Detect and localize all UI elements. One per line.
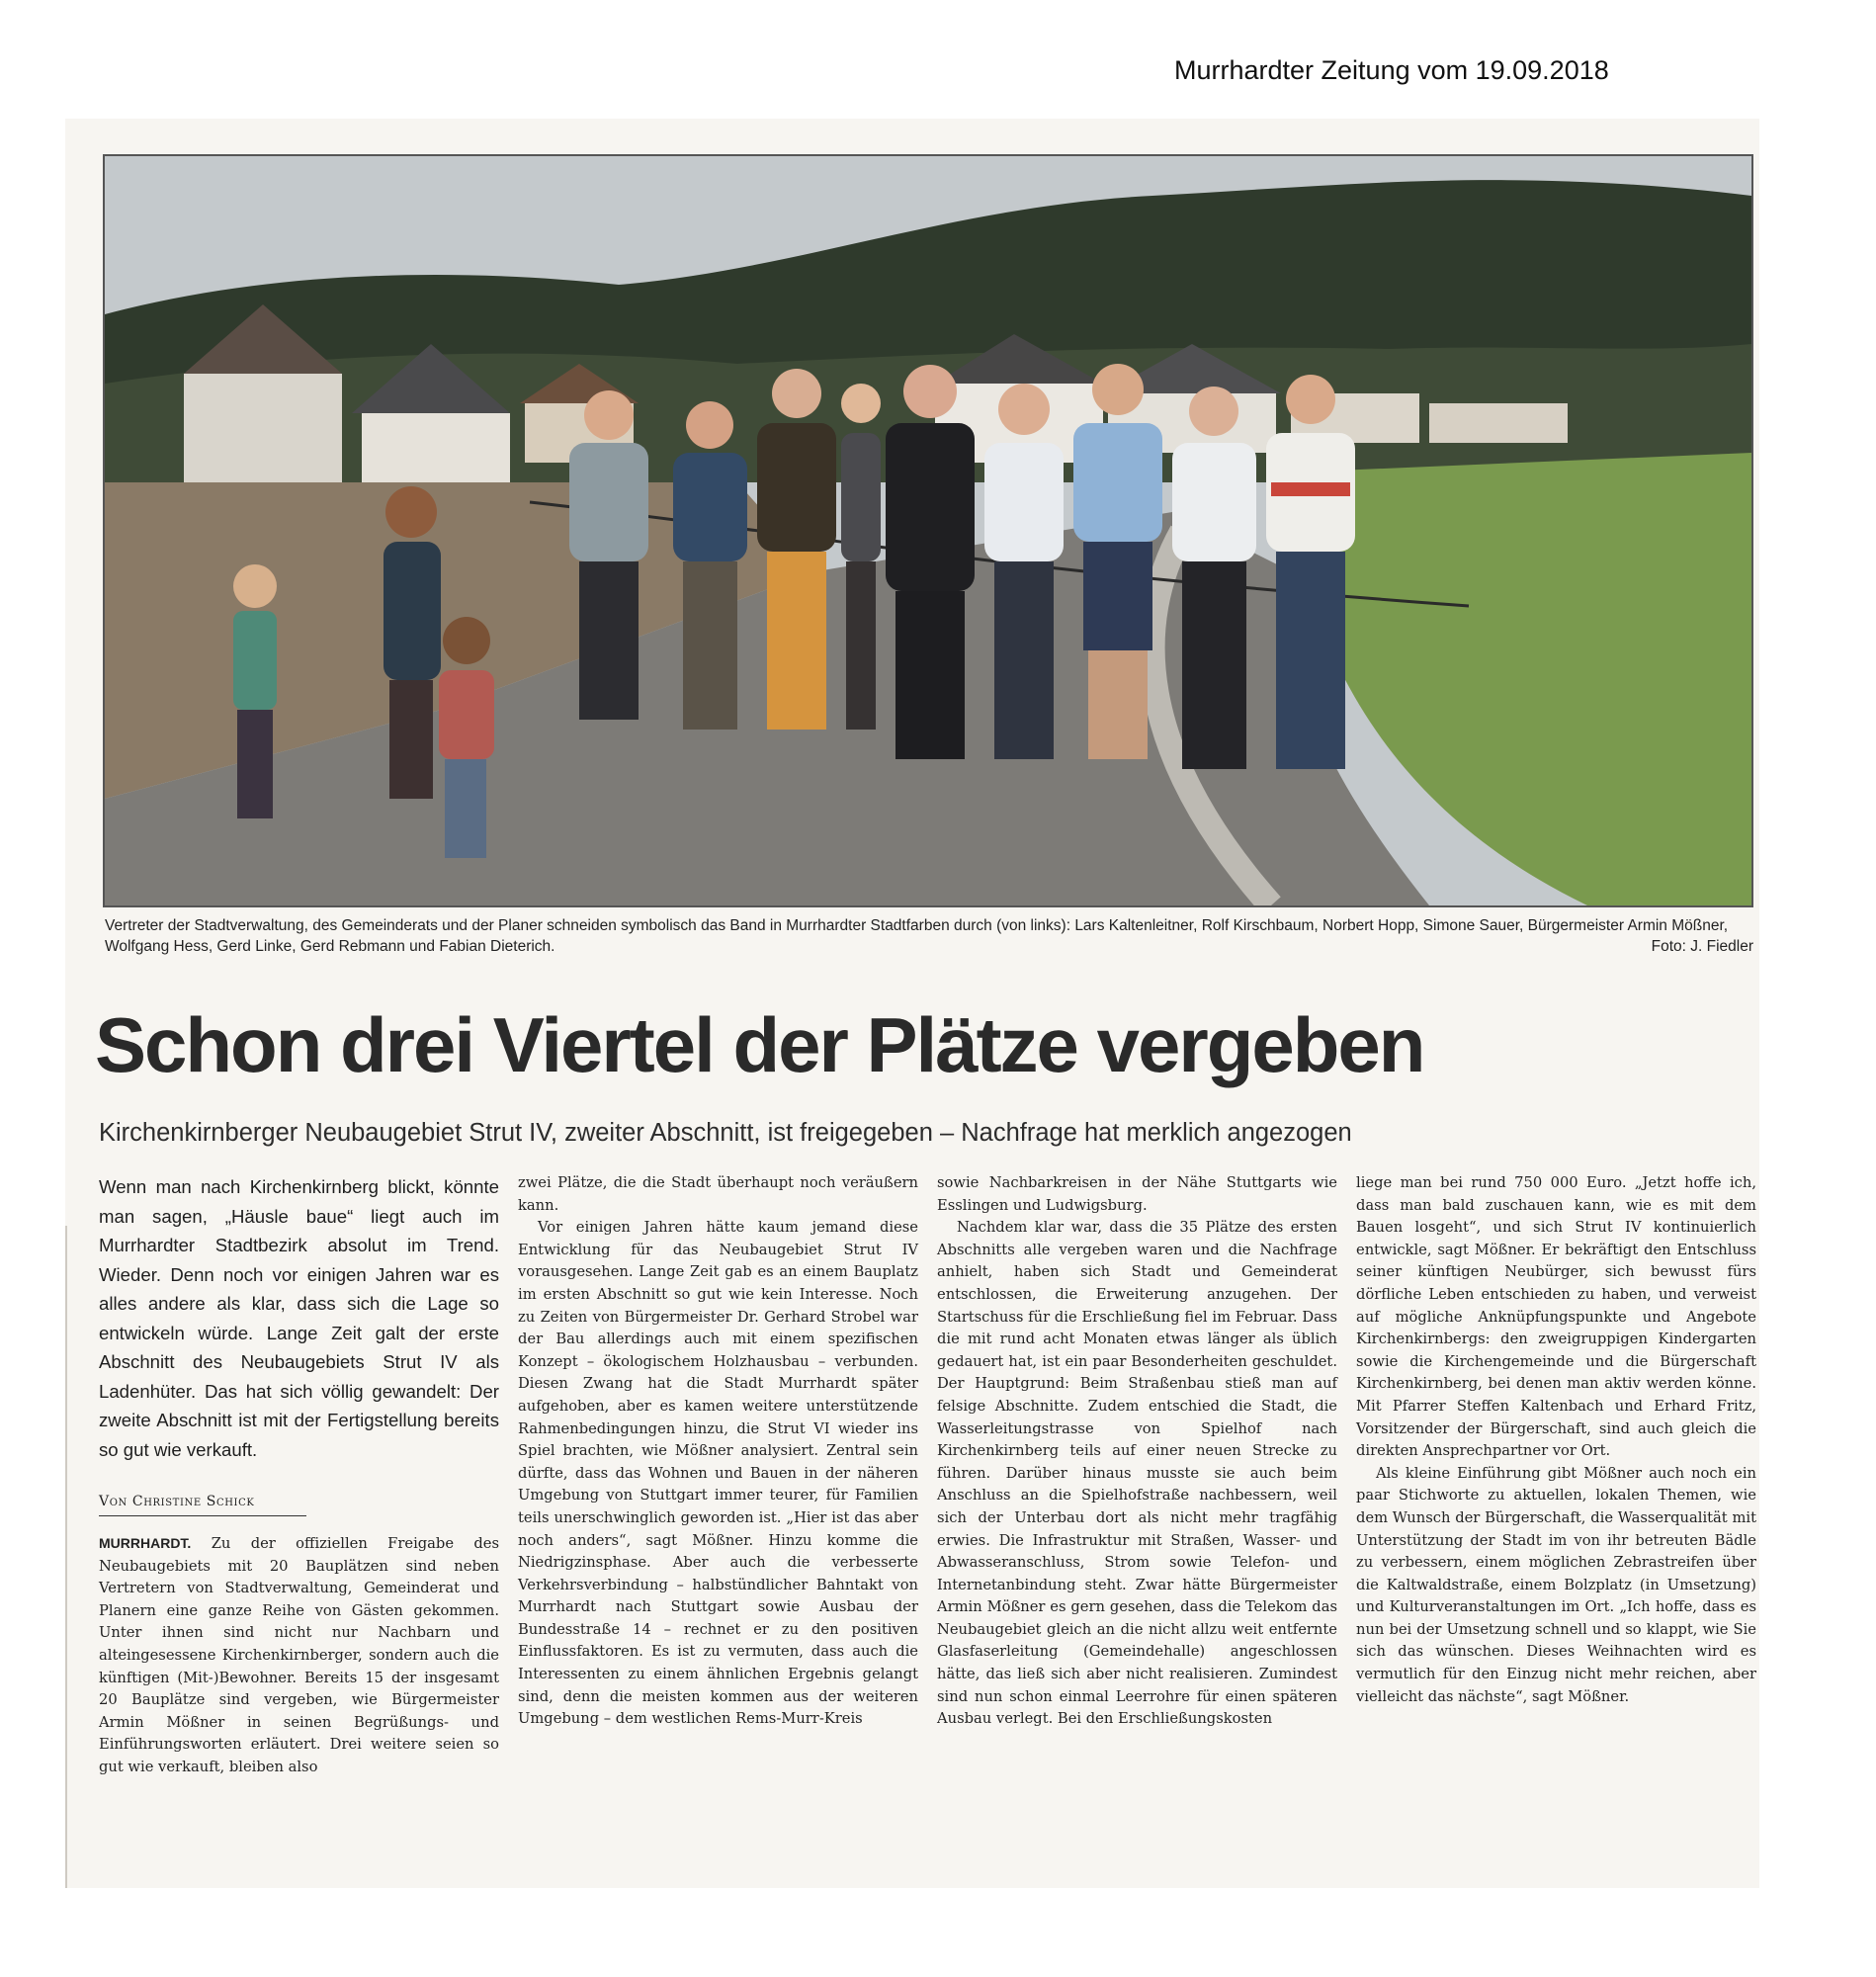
newspaper-source-date: Murrhardter Zeitung vom 19.09.2018 <box>1174 55 1609 85</box>
column-2 <box>518 1172 918 1731</box>
column-4 <box>1356 1172 1756 1708</box>
article-photo <box>103 154 1753 907</box>
article-intro: Wenn man nach Kirchenkirnberg blickt, könnte man sagen, „Häusle baue“ liegt auch im Murrhardter Stadtbezirk absolut im Trend. Wieder. Denn noch vor einigen Jahren war es alles andere als klar, dass sich die Lage so entwickeln würde. Lange Zeit galt der erste Abschnitt des Neubaugebiets Strut IV als Ladenhüter. Das hat sich völlig gewandelt: Der zweite Abschnitt ist mit der Fertigstellung bereits so gut wie verkauft. <box>99 1176 499 1460</box>
paragraph: Zu der offiziellen Freigabe des Neubaugebiets mit 20 Bauplätzen sind neben Vertretern von Stadtverwaltung, Gemeinderat und Planern eine ganze Reihe von Gästen gekommen. Unter ihnen sind nicht nur Nachbarn und alteingesessene Kirchenkirnberger, sondern auch die künftigen (Mit-)Bewohner. Bereits 15 der insgesamt 20 Bauplätze sind vergeben, wie Bürgermeister Armin Mößner in seinen Begrüßungs- und Einführungsworten erläutert. Drei weitere seien so gut wie verkauft, bleiben also <box>99 1535 500 1775</box>
caption-text: Vertreter der Stadtverwaltung, des Gemeinderats und der Planer schneiden symbolisch das Band in Murrhardter Stadtfarben durch (von links): Lars Kaltenleitner, Rolf Kirschbaum, Norbert Hopp, Simone Sauer, Bürgermeister Armin Mößner, Wolfgang Hess, Gerd Linke, Gerd Rebmann und Fabian Dieterich. <box>105 917 1729 955</box>
photo-caption <box>105 915 1753 957</box>
paragraph: Nachdem klar war, dass die 35 Plätze des ersten Abschnitts alle vergeben waren und die Nachfrage anhielt, haben sich Stadt und Gemeinderat entschlossen, die Erweiterung anzugehen. Der Startschuss für die Erschließung fiel im Februar. Dass die mit rund acht Monaten etwas länger als üblich gedauert hat, ist ein paar Besonderheiten geschuldet. Der Hauptgrund: Beim Straßenbau stieß man auf felsige Abschnitte. Zudem entschied die Stadt, die Wasserleitungstrasse von Spielhof nach Kirchenkirnberg teils auf einer neuen Strecke zu führen. Darüber hinaus musste sie auch beim Anschluss an die Spielhofstraße nachbessern, weil sich der Unterbau dort als nicht mehr tragfähig erwies. Die Infrastruktur mit Straßen, Wasser- und Abwasseranschluss, Strom sowie Telefon- und Internetanbindung steht. Zwar hätte Bürgermeister Armin Mößner es gern gesehen, dass die Telekom das Neubaugebiet gleich an die nicht allzu weit entfernte Glasfaserleitung (Gemeindehalle) angeschlossen hätte, das ließ sich aber nicht realisieren. Zumindest sind nun schon einmal Leerrohre für einen späteren Ausbau verlegt. Bei den Erschließungskosten <box>937 1219 1337 1728</box>
dateline: MURRHARDT. <box>99 1535 192 1551</box>
author-byline: Von Christine Schick <box>99 1494 306 1516</box>
photo-credit: Foto: J. Fiedler <box>1651 938 1753 955</box>
paragraph: Vor einigen Jahren hätte kaum jemand diese Entwicklung für das Neubaugebiet Strut IV vorausgesehen. Lange Zeit gab es an einem Bauplatz im ersten Abschnitt so gut wie kein Interesse. Noch zu Zeiten von Bürgermeister Dr. Gerhard Strobel war der Bau allerdings auch mit einem spezifischen Konzept – ökologischem Holzhausbau – verbunden. Diesen Zwang hat die Stadt Murrhardt später aufgehoben, aber es kamen weitere unterstützende Rahmenbedingungen hinzu, die Strut VI wieder ins Spiel brachten, wie Mößner analysiert. Zentral sein dürfte, dass das Wohnen und Bauen in der näheren Umgebung von Stuttgart immer teurer, für Familien teils unerschwinglich geworden ist. „Hier ist das aber noch anders“, sagt Mößner. Hinzu komme die Niedrigzinsphase. Aber auch die verbesserte Verkehrsverbindung – halbstündlicher Bahntakt von Murrhardt nach Stuttgart sowie Ausbau der Bundesstraße 14 – rechnet er zu den positiven Einflussfaktoren. Es ist zu vermuten, dass auch die Interessenten zu einem ähnlichen Ergebnis gelangt sind, denn die meisten kommen aus der weiteren Umgebung – dem westlichen Rems-Murr-Kreis <box>518 1219 918 1728</box>
paragraph: zwei Plätze, die die Stadt überhaupt noch veräußern kann. <box>518 1174 918 1214</box>
clipping-edge <box>65 1226 67 1888</box>
column-3 <box>937 1172 1337 1731</box>
article-headline: Schon drei Viertel der Plätze vergeben <box>95 1001 1424 1088</box>
paragraph: sowie Nachbarkreisen in der Nähe Stuttgarts wie Esslingen und Ludwigsburg. <box>937 1174 1337 1214</box>
photo-scene <box>105 156 1751 905</box>
paragraph: Als kleine Einführung gibt Mößner auch noch ein paar Stichworte zu aktuellen, lokalen Themen, wie dem Wunsch der Bürgerschaft, die Wasserqualität mit Unterstützung der Stadt im von ihr betreuten Bädle zu verbessern, einem möglichen Zebrastreifen über die Kaltwaldstraße, einem Bolzplatz (in Umsetzung) und Kulturveranstaltungen im Ort. „Ich hoffe, dass es nun bei der Umsetzung schnell und so klappt, wie Sie sich das wünschen. Dieses Weihnachten wird es vermutlich für den Einzug nicht mehr reichen, aber vielleicht das nächste“, sagt Mößner. <box>1356 1464 1756 1705</box>
column-1 <box>99 1172 499 1779</box>
article-subheadline: Kirchenkirnberger Neubaugebiet Strut IV, zweiter Abschnitt, ist freigegeben – Nachfrage hat merklich angezogen <box>99 1119 1352 1147</box>
paragraph: liege man bei rund 750 000 Euro. „Jetzt hoffe ich, dass man bald zuschauen kann, wie es mit dem Bauen losgeht“, und sich Strut IV kontinuierlich entwickle, sagt Mößner. Er bekräftigt den Entschluss seiner künftigen Neubürger, sich bewusst fürs dörfliche Leben entschieden zu haben, und verweist auf mögliche Anknüpfungspunkte und Angebote Kirchenkirnbergs: den zweigruppigen Kindergarten sowie die Kirchengemeinde und die Bürgerschaft Kirchenkirnberg, bei denen man aktiv werden könne. Mit Pfarrer Steffen Kaltenbach und Erhard Fritz, Vorsitzender der Bürgerschaft, sind auch gleich die direkten Ansprechpartner vor Ort. <box>1356 1174 1756 1460</box>
